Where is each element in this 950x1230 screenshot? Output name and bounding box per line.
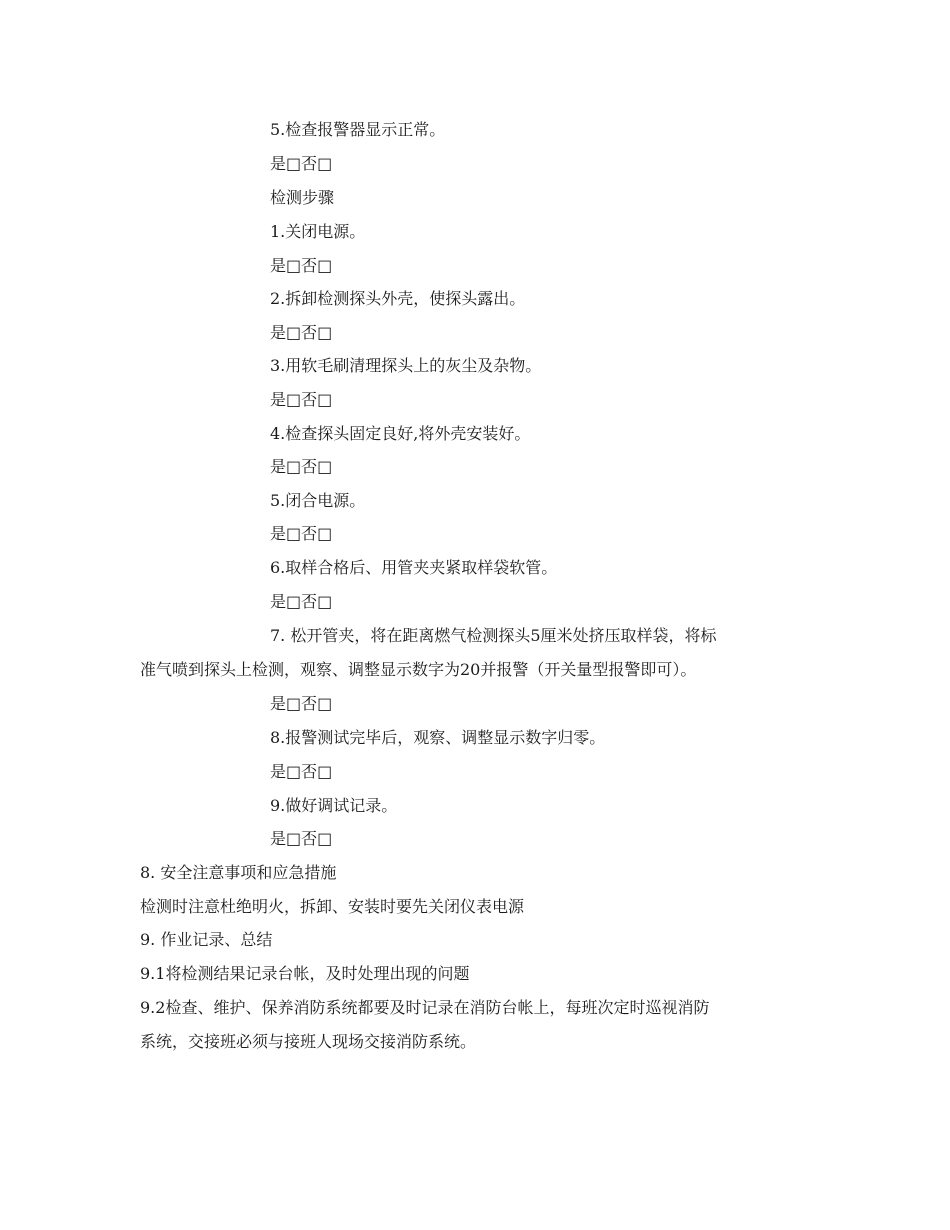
yes-no-checkbox-line: 是□否□ <box>270 457 333 476</box>
yes-no-checkbox-line: 是□否□ <box>270 694 333 713</box>
yes-no-checkbox-line: 是□否□ <box>270 592 333 611</box>
step-6: 6.取样合格后、用管夹夹紧取样袋软管。 <box>270 558 558 577</box>
section-9-1: 9.1将检测结果记录台帐，及时处理出现的问题 <box>140 964 470 983</box>
step-7-line-2: 准气喷到探头上检测，观察、调整显示数字为20并报警（开关量型报警即可）。 <box>140 660 697 679</box>
step-2: 2.拆卸检测探头外壳，使探头露出。 <box>270 289 526 308</box>
section-8-body: 检测时注意杜绝明火，拆卸、安装时要先关闭仪表电源 <box>140 897 525 916</box>
step-7-line-1: 7. 松开管夹，将在距离燃气检测探头5厘米处挤压取样袋，将标 <box>270 626 717 645</box>
detection-steps-heading: 检测步骤 <box>270 188 335 207</box>
yes-no-checkbox-line: 是□否□ <box>270 829 333 848</box>
yes-no-checkbox-line: 是□否□ <box>270 390 333 409</box>
section-9-2-line-1: 9.2检查、维护、保养消防系统都要及时记录在消防台帐上，每班次定时巡视消防 <box>140 998 710 1017</box>
step-8: 8.报警测试完毕后，观察、调整显示数字归零。 <box>270 728 606 747</box>
step-1: 1.关闭电源。 <box>270 222 366 241</box>
section-9-2-line-2: 系统，交接班必须与接班人现场交接消防系统。 <box>140 1032 477 1051</box>
yes-no-checkbox-line: 是□否□ <box>270 762 333 781</box>
yes-no-checkbox-line: 是□否□ <box>270 154 333 173</box>
yes-no-checkbox-line: 是□否□ <box>270 323 333 342</box>
check-alarm-display-item: 5.检查报警器显示正常。 <box>270 120 446 139</box>
yes-no-checkbox-line: 是□否□ <box>270 524 333 543</box>
section-9-heading: 9. 作业记录、总结 <box>140 930 273 949</box>
step-3: 3.用软毛刷清理探头上的灰尘及杂物。 <box>270 356 542 375</box>
yes-no-checkbox-line: 是□否□ <box>270 256 333 275</box>
step-5: 5.闭合电源。 <box>270 491 366 510</box>
section-8-heading: 8. 安全注意事项和应急措施 <box>140 863 337 882</box>
step-9: 9.做好调试记录。 <box>270 796 398 815</box>
step-4: 4.检查探头固定良好,将外壳安装好。 <box>270 424 531 443</box>
